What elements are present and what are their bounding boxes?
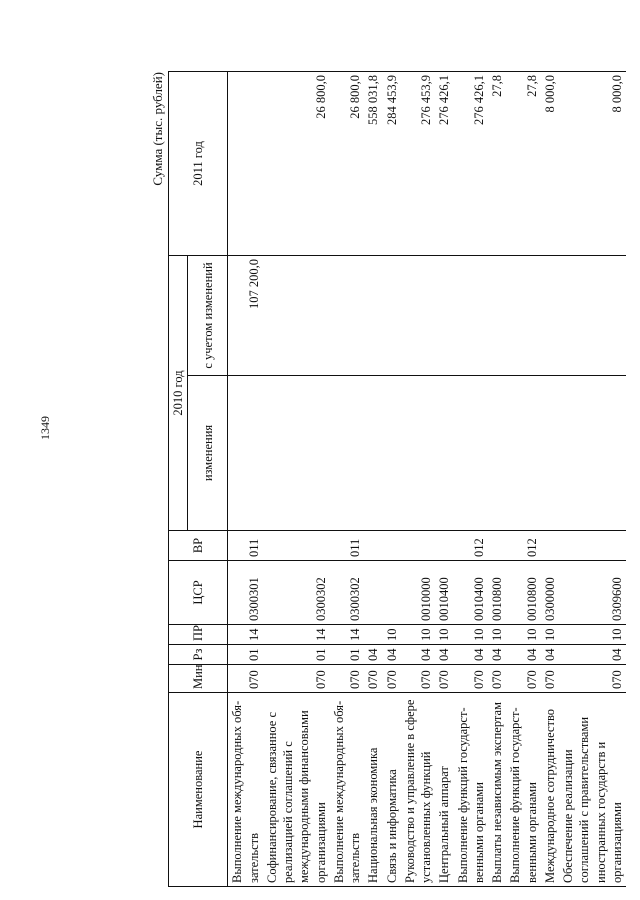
row-2011-cell: 8 000,0	[541, 71, 559, 255]
row-pr-cell: 14	[228, 625, 263, 645]
row-with-changes-cell	[435, 255, 453, 375]
col-header-min: Мин	[169, 665, 228, 693]
row-rz-cell: 01	[330, 645, 365, 665]
table-row	[541, 71, 559, 886]
col-header-with-changes: с учетом изменений	[188, 255, 228, 375]
row-vr-cell	[364, 531, 382, 561]
row-min-cell: 070	[559, 665, 626, 693]
row-pr-cell	[364, 625, 382, 645]
row-vr-cell	[559, 531, 626, 561]
budget-table	[168, 71, 626, 887]
budget-sheet	[150, 72, 624, 887]
table-row	[228, 71, 263, 886]
col-header-rz: Рз	[169, 645, 228, 665]
row-2011-cell	[228, 71, 263, 255]
row-pr-cell: 10	[435, 625, 453, 645]
row-rz-cell: 01	[228, 645, 263, 665]
row-name-cell: Выполнение международных обя-зательств	[330, 693, 365, 887]
table-row	[506, 71, 541, 886]
row-2011-cell: 276 453,9	[401, 71, 436, 255]
row-csr-cell: 0300302	[263, 561, 330, 625]
col-header-2011: 2011 год	[169, 71, 228, 255]
col-header-vr: ВР	[169, 531, 228, 561]
table-row	[330, 71, 365, 886]
row-changes-cell	[506, 376, 541, 531]
row-min-cell: 070	[506, 665, 541, 693]
row-changes-cell	[364, 376, 382, 531]
table-row	[364, 71, 382, 886]
table-row	[454, 71, 489, 886]
row-csr-cell: 0010400	[435, 561, 453, 625]
col-header-name: Наименование	[169, 693, 228, 887]
row-csr-cell: 0300302	[330, 561, 365, 625]
table-row	[383, 71, 401, 886]
col-header-pr: ПР	[169, 625, 228, 645]
row-rz-cell: 04	[401, 645, 436, 665]
row-changes-cell	[488, 376, 506, 531]
row-min-cell: 070	[488, 665, 506, 693]
row-min-cell: 070	[454, 665, 489, 693]
row-rz-cell: 01	[263, 645, 330, 665]
row-rz-cell: 04	[506, 645, 541, 665]
row-changes-cell	[330, 376, 365, 531]
row-changes-cell	[454, 376, 489, 531]
row-2011-cell: 26 800,0	[263, 71, 330, 255]
row-with-changes-cell	[454, 255, 489, 375]
row-with-changes-cell	[541, 255, 559, 375]
row-2011-cell: 284 453,9	[383, 71, 401, 255]
row-name-cell: Международное сотрудничество	[541, 693, 559, 887]
row-vr-cell	[435, 531, 453, 561]
header-row-top	[169, 71, 188, 886]
col-header-2010: 2010 год	[169, 255, 188, 530]
row-name-cell: Софинансирование, связанное с реализацией соглашений с международными финансовыми организациями	[263, 693, 330, 887]
row-csr-cell: 0010000	[401, 561, 436, 625]
row-with-changes-cell	[364, 255, 382, 375]
row-2011-cell: 8 000,0	[559, 71, 626, 255]
row-pr-cell: 10	[559, 625, 626, 645]
row-name-cell: Связь и информатика	[383, 693, 401, 887]
table-row	[488, 71, 506, 886]
row-name-cell: Выполнение международных обя-зательств	[228, 693, 263, 887]
row-changes-cell	[435, 376, 453, 531]
row-name-cell: Выполнение функций государст-венными органами	[506, 693, 541, 887]
row-csr-cell	[364, 561, 382, 625]
row-vr-cell	[488, 531, 506, 561]
row-name-cell: Центральный аппарат	[435, 693, 453, 887]
row-pr-cell: 10	[454, 625, 489, 645]
row-vr-cell: 011	[228, 531, 263, 561]
row-changes-cell	[263, 376, 330, 531]
row-pr-cell: 10	[488, 625, 506, 645]
row-csr-cell: 0300000	[541, 561, 559, 625]
row-vr-cell: 011	[330, 531, 365, 561]
row-2011-cell: 27,8	[506, 71, 541, 255]
row-csr-cell: 0300301	[228, 561, 263, 625]
row-vr-cell	[541, 531, 559, 561]
row-min-cell: 070	[228, 665, 263, 693]
row-rz-cell: 04	[488, 645, 506, 665]
row-min-cell: 070	[364, 665, 382, 693]
row-pr-cell: 10	[401, 625, 436, 645]
row-with-changes-cell	[506, 255, 541, 375]
row-vr-cell	[263, 531, 330, 561]
row-name-cell: Обеспечение реализации соглашений с правительствами иностранных государств и организациями	[559, 693, 626, 887]
row-csr-cell: 0010800	[506, 561, 541, 625]
row-changes-cell	[401, 376, 436, 531]
row-min-cell: 070	[541, 665, 559, 693]
row-rz-cell: 04	[559, 645, 626, 665]
row-with-changes-cell	[330, 255, 365, 375]
row-name-cell: Руководство и управление в сфере установленных функций	[401, 693, 436, 887]
row-csr-cell: 0010400	[454, 561, 489, 625]
table-row	[401, 71, 436, 886]
row-2011-cell: 276 426,1	[454, 71, 489, 255]
row-min-cell: 070	[263, 665, 330, 693]
row-pr-cell: 14	[263, 625, 330, 645]
row-pr-cell: 14	[330, 625, 365, 645]
row-min-cell: 070	[435, 665, 453, 693]
row-2011-cell: 558 031,8	[364, 71, 382, 255]
row-vr-cell	[401, 531, 436, 561]
row-2011-cell: 26 800,0	[330, 71, 365, 255]
row-name-cell: Национальная экономика	[364, 693, 382, 887]
row-vr-cell: 012	[506, 531, 541, 561]
row-vr-cell: 012	[454, 531, 489, 561]
row-rz-cell: 04	[435, 645, 453, 665]
row-pr-cell: 10	[541, 625, 559, 645]
row-pr-cell: 10	[506, 625, 541, 645]
row-rz-cell: 04	[454, 645, 489, 665]
row-with-changes-cell	[559, 255, 626, 375]
row-rz-cell: 04	[364, 645, 382, 665]
units-caption: Сумма (тыс. рублей)	[150, 72, 165, 186]
row-changes-cell	[383, 376, 401, 531]
row-pr-cell: 10	[383, 625, 401, 645]
row-with-changes-cell	[383, 255, 401, 375]
row-changes-cell	[228, 376, 263, 531]
row-vr-cell	[383, 531, 401, 561]
row-csr-cell	[383, 561, 401, 625]
page-number: 1349	[38, 416, 52, 440]
row-name-cell: Выплаты независимым экспертам	[488, 693, 506, 887]
row-csr-cell: 0309600	[559, 561, 626, 625]
row-2011-cell: 276 426,1	[435, 71, 453, 255]
row-2011-cell: 27,8	[488, 71, 506, 255]
row-changes-cell	[541, 376, 559, 531]
table-body	[228, 71, 626, 886]
col-header-changes: изменения	[188, 376, 228, 531]
table-row	[435, 71, 453, 886]
table-row	[263, 71, 330, 886]
col-header-csr: ЦСР	[169, 561, 228, 625]
row-rz-cell: 04	[541, 645, 559, 665]
row-min-cell: 070	[330, 665, 365, 693]
row-name-cell: Выполнение функций государст-венными органами	[454, 693, 489, 887]
row-with-changes-cell: 107 200,0	[228, 255, 263, 375]
row-csr-cell: 0010800	[488, 561, 506, 625]
row-changes-cell	[559, 376, 626, 531]
row-with-changes-cell	[401, 255, 436, 375]
table-row	[559, 71, 626, 886]
row-with-changes-cell	[263, 255, 330, 375]
row-min-cell: 070	[401, 665, 436, 693]
row-with-changes-cell	[488, 255, 506, 375]
row-min-cell: 070	[383, 665, 401, 693]
row-rz-cell: 04	[383, 645, 401, 665]
